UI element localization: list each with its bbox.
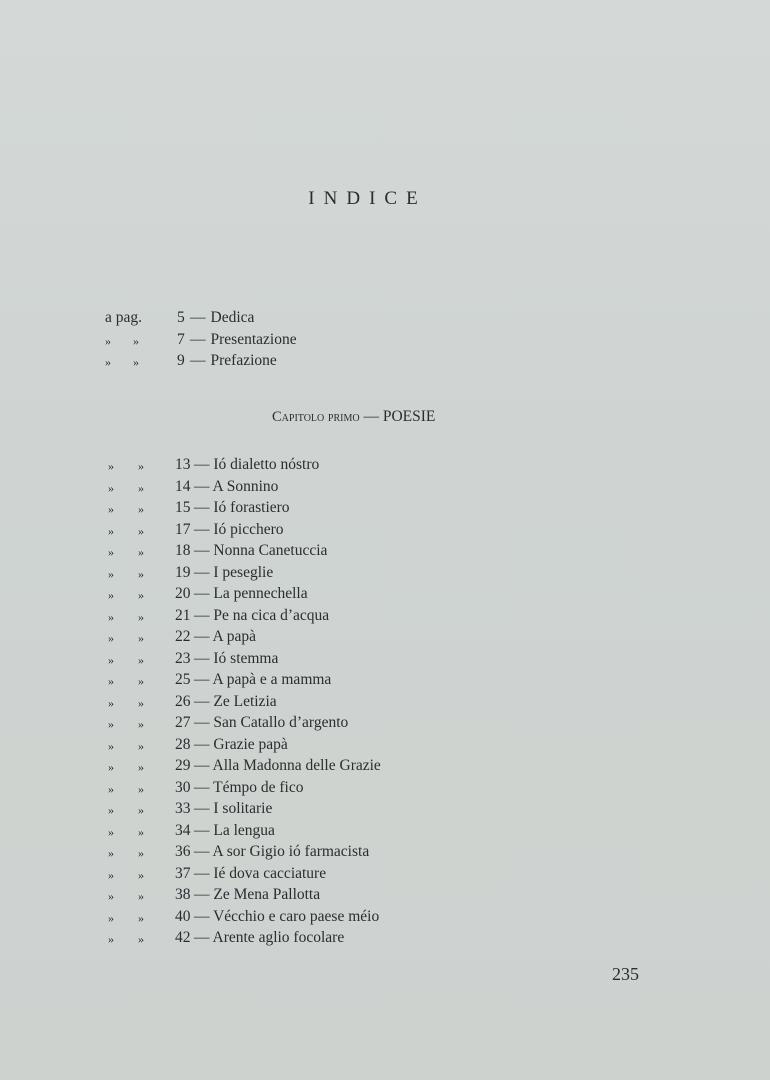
- ditto-mark: »: [138, 502, 144, 516]
- entry-title: — A Sonnino: [194, 477, 279, 495]
- ditto-mark: »: [108, 545, 114, 559]
- entry-title: — La lengua: [194, 821, 275, 839]
- ditto-mark: »: [138, 738, 144, 753]
- ditto-mark: »: [108, 523, 114, 538]
- ditto-mark: »: [138, 609, 144, 624]
- entry-page-number: 36: [175, 843, 191, 860]
- entry-title: — Nonna Canetuccia: [194, 542, 328, 559]
- entry-page-number: 7: [177, 330, 185, 348]
- page-prefix: »: [105, 333, 111, 348]
- entry-page-number: 13: [175, 456, 191, 473]
- entry-title: — La pennechella: [194, 585, 308, 602]
- entry-page-number: 5: [177, 309, 185, 326]
- ditto-mark: »: [108, 760, 114, 774]
- entry-page-number: 9: [177, 352, 185, 369]
- entry-page-number: 38: [175, 886, 191, 903]
- entry-page-number: 29: [175, 757, 191, 774]
- entry-page-number: 15: [175, 499, 191, 516]
- ditto-mark: »: [138, 760, 144, 774]
- entry-title: — Ié dova cacciature: [194, 864, 327, 882]
- ditto-mark: »: [138, 803, 144, 817]
- ditto-mark: »: [108, 824, 114, 839]
- ditto-mark: »: [138, 652, 144, 667]
- page-prefix: a pag.: [105, 309, 143, 326]
- chapter-name: POESIE: [382, 408, 436, 425]
- ditto-mark: »: [108, 889, 114, 903]
- entry-title: — Ió dialetto nóstro: [194, 456, 320, 473]
- entry-page-number: 40: [175, 907, 191, 925]
- ditto-mark: »: [138, 523, 144, 538]
- entry-title-text: Prefazione: [210, 352, 277, 369]
- entry-page-number: 28: [175, 735, 191, 753]
- ditto-mark: »: [138, 695, 144, 710]
- entry-page-number: 18: [175, 542, 191, 559]
- entry-dash: —: [190, 352, 206, 369]
- entry-title: — I solitarie: [194, 800, 273, 817]
- ditto-mark: »: [108, 846, 114, 860]
- ditto-mark: »: [133, 355, 139, 369]
- entry-title: — A sor Gigio ió farmacista: [194, 843, 370, 860]
- ditto-mark: »: [138, 459, 144, 473]
- ditto-mark: »: [108, 674, 114, 688]
- entry-page-number: 27: [175, 714, 191, 731]
- entry-title: [190, 331, 297, 349]
- ditto-mark: »: [138, 717, 144, 731]
- ditto-mark: »: [108, 459, 114, 473]
- page-prefix: »: [105, 355, 111, 369]
- ditto-mark: »: [108, 631, 114, 645]
- ditto-mark: »: [108, 588, 114, 602]
- ditto-mark: »: [108, 717, 114, 731]
- entry-page-number: 22: [175, 628, 191, 645]
- ditto-mark: »: [108, 932, 114, 946]
- ditto-mark: »: [108, 867, 114, 882]
- entry-title: — Témpo de fico: [194, 778, 304, 796]
- chapter-separator: —: [363, 408, 379, 425]
- entry-page-number: 26: [175, 692, 191, 710]
- ditto-mark: »: [138, 932, 144, 946]
- entry-title: — Ze Mena Pallotta: [194, 886, 321, 903]
- entry-page-number: 30: [175, 778, 191, 796]
- entry-page-number: 17: [175, 520, 191, 538]
- ditto-mark: »: [138, 846, 144, 860]
- entry-page-number: 21: [175, 606, 191, 624]
- entry-page-number: 23: [175, 649, 191, 667]
- ditto-mark: »: [108, 566, 114, 581]
- entry-page-number: 33: [175, 800, 191, 817]
- chapter-heading: [272, 408, 435, 426]
- ditto-mark: »: [138, 588, 144, 602]
- ditto-mark: »: [108, 738, 114, 753]
- entry-title: — Pe na cica d’acqua: [194, 606, 330, 624]
- chapter-label: Capitolo primo: [272, 409, 360, 425]
- entry-page-number: 37: [175, 864, 191, 882]
- ditto-mark: »: [108, 803, 114, 817]
- entry-title: — A papà: [194, 628, 256, 645]
- ditto-mark: »: [138, 566, 144, 581]
- entry-title: — Ió forastiero: [194, 499, 290, 516]
- entry-dash: —: [190, 330, 206, 348]
- ditto-mark: »: [138, 674, 144, 688]
- entry-dash: —: [190, 309, 206, 326]
- ditto-mark: »: [108, 781, 114, 796]
- ditto-mark: »: [138, 889, 144, 903]
- ditto-mark: »: [108, 910, 114, 925]
- ditto-mark: »: [133, 333, 139, 348]
- ditto-mark: »: [138, 867, 144, 882]
- ditto-mark: »: [108, 609, 114, 624]
- entry-title: — Ze Letizia: [194, 692, 277, 710]
- ditto-mark: »: [138, 910, 144, 925]
- ditto-mark: »: [108, 480, 114, 495]
- entry-title: — Vécchio e caro paese méio: [194, 907, 380, 925]
- entry-title-text: Dedica: [210, 309, 255, 326]
- entry-page-number: 20: [175, 585, 191, 602]
- index-heading: INDICE: [308, 188, 427, 209]
- entry-page-number: 19: [175, 563, 191, 581]
- ditto-mark: »: [108, 695, 114, 710]
- ditto-mark: »: [138, 781, 144, 796]
- entry-title: — Arente aglio focolare: [194, 929, 345, 946]
- entry-title: — A papà e a mamma: [194, 671, 332, 688]
- entry-title: — Grazie papà: [194, 735, 288, 753]
- entry-page-number: 42: [175, 929, 191, 946]
- page-number: 235: [612, 964, 639, 984]
- ditto-mark: »: [138, 480, 144, 495]
- ditto-mark: »: [108, 502, 114, 516]
- entry-title: [190, 309, 254, 327]
- entry-page-number: 34: [175, 821, 191, 839]
- entry-title: — Ió picchero: [194, 520, 284, 538]
- entry-title: — San Catallo d’argento: [194, 714, 349, 731]
- ditto-mark: »: [108, 652, 114, 667]
- entry-page-number: 25: [175, 671, 191, 688]
- ditto-mark: »: [138, 824, 144, 839]
- ditto-mark: »: [138, 545, 144, 559]
- entry-title: [190, 352, 277, 370]
- entry-title: — I peseglie: [194, 563, 274, 581]
- entry-title: — Ió stemma: [194, 649, 279, 667]
- ditto-mark: »: [138, 631, 144, 645]
- entry-page-number: 14: [175, 477, 191, 495]
- entry-title-text: Presentazione: [210, 330, 297, 348]
- entry-title: — Alla Madonna delle Grazie: [194, 757, 381, 774]
